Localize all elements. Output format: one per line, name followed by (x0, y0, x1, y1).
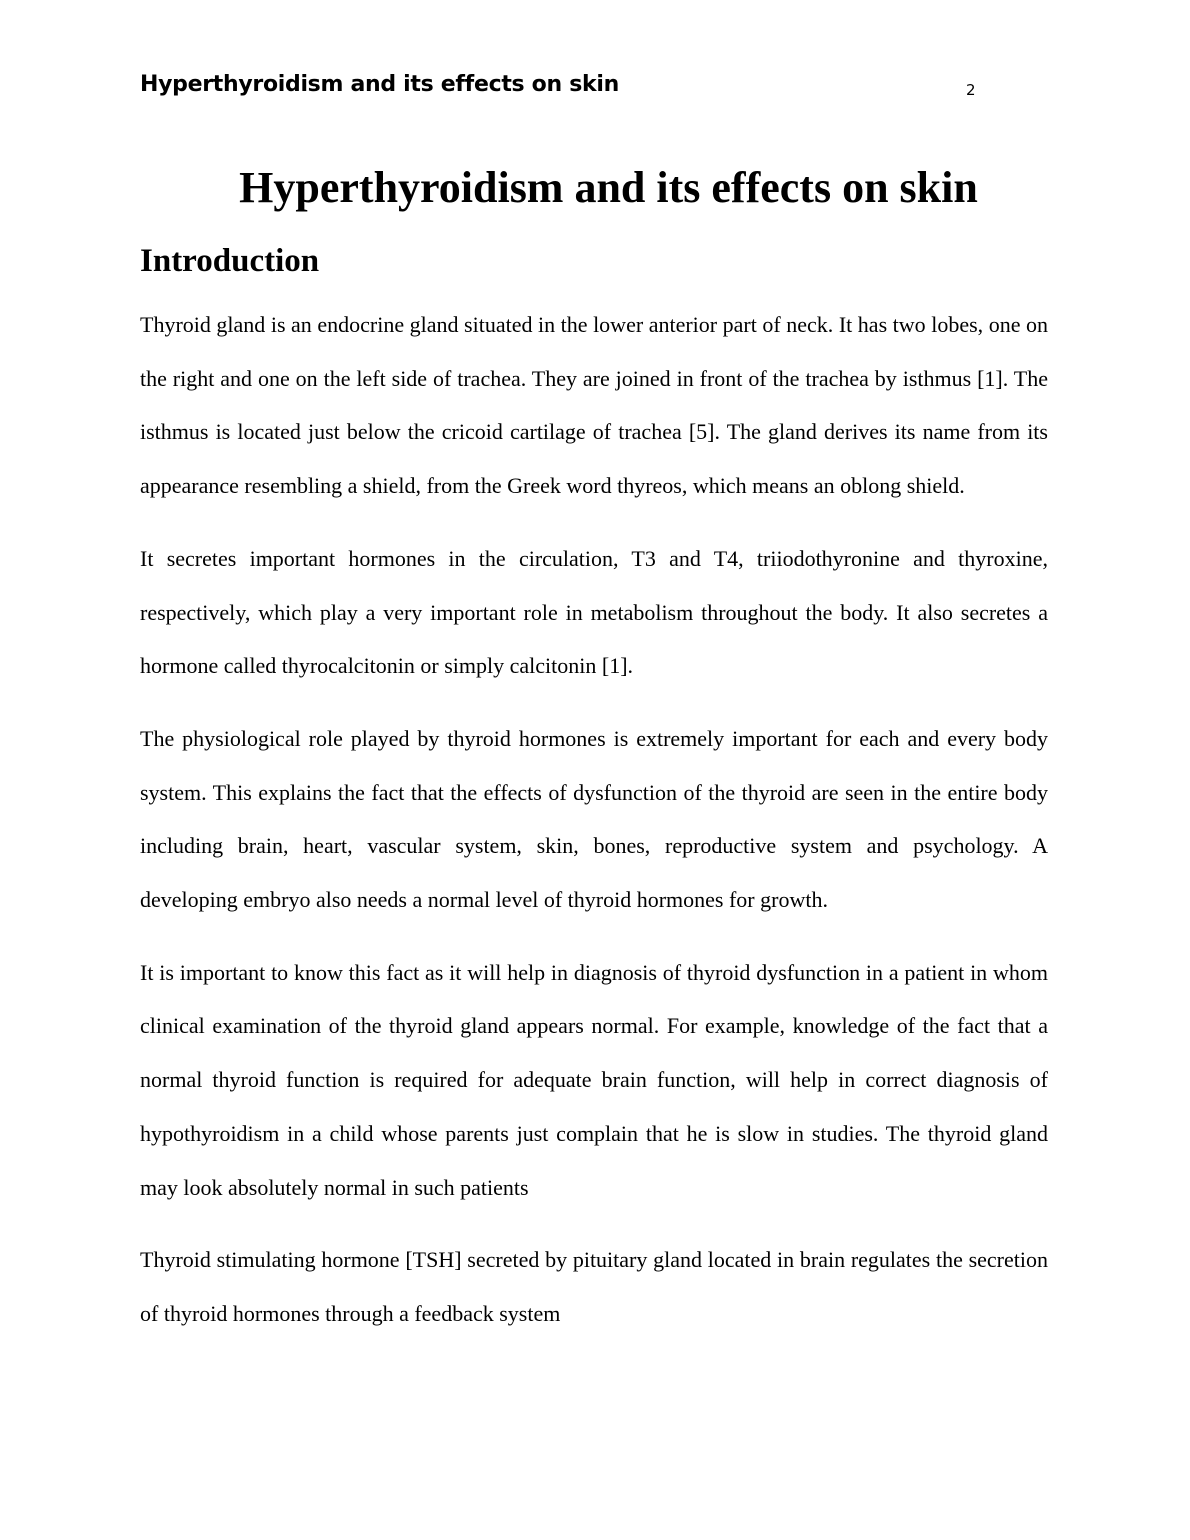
document-title: Hyperthyroidism and its effects on skin (239, 163, 978, 212)
body-paragraph: It is important to know this fact as it will help in diagnosis of thyroid dysfunction in a patient in whom clinical examination of the thyroid gland appears normal. For example, knowledge of the fact that a normal thyroid function is required for adequate brain function, will help in correct diagnosis of hypothyroidism in a child whose parents just complain that he is slow in studies. The thyroid gland may look absolutely normal in such patients (140, 959, 1048, 1200)
body-paragraph: Thyroid gland is an endocrine gland situated in the lower anterior part of neck. It has two lobes, one on the right and one on the left side of trachea. They are joined in front of the trachea by isthmus [1]. The isthmus is located just below the cricoid cartilage of trachea [5]. The gland derives its name from its appearance resembling a shield, from the Greek word thyreos, which means an oblong shield. (140, 312, 1048, 499)
running-header-title: Hyperthyroidism and its effects on skin (140, 72, 619, 97)
document-body (140, 163, 1048, 1341)
section-heading-introduction: Introduction (140, 243, 320, 279)
body-paragraph: Thyroid stimulating hormone [TSH] secreted by pituitary gland located in brain regulates the secretion of thyroid hormones through a feedback system (140, 1247, 1048, 1326)
page-number: 2 (966, 81, 976, 99)
body-paragraph: It secretes important hormones in the circulation, T3 and T4, triiodothyronine and thyroxine, respectively, which play a very important role in metabolism throughout the body. It also secretes a hormone called thyrocalcitonin or simply calcitonin [1]. (140, 545, 1048, 679)
body-paragraph: The physiological role played by thyroid hormones is extremely important for each and every body system. This explains the fact that the effects of dysfunction of the thyroid are seen in the entire body including brain, heart, vascular system, skin, bones, reproductive system and psychology. A developing embryo also needs a normal level of thyroid hormones for growth. (140, 725, 1048, 913)
